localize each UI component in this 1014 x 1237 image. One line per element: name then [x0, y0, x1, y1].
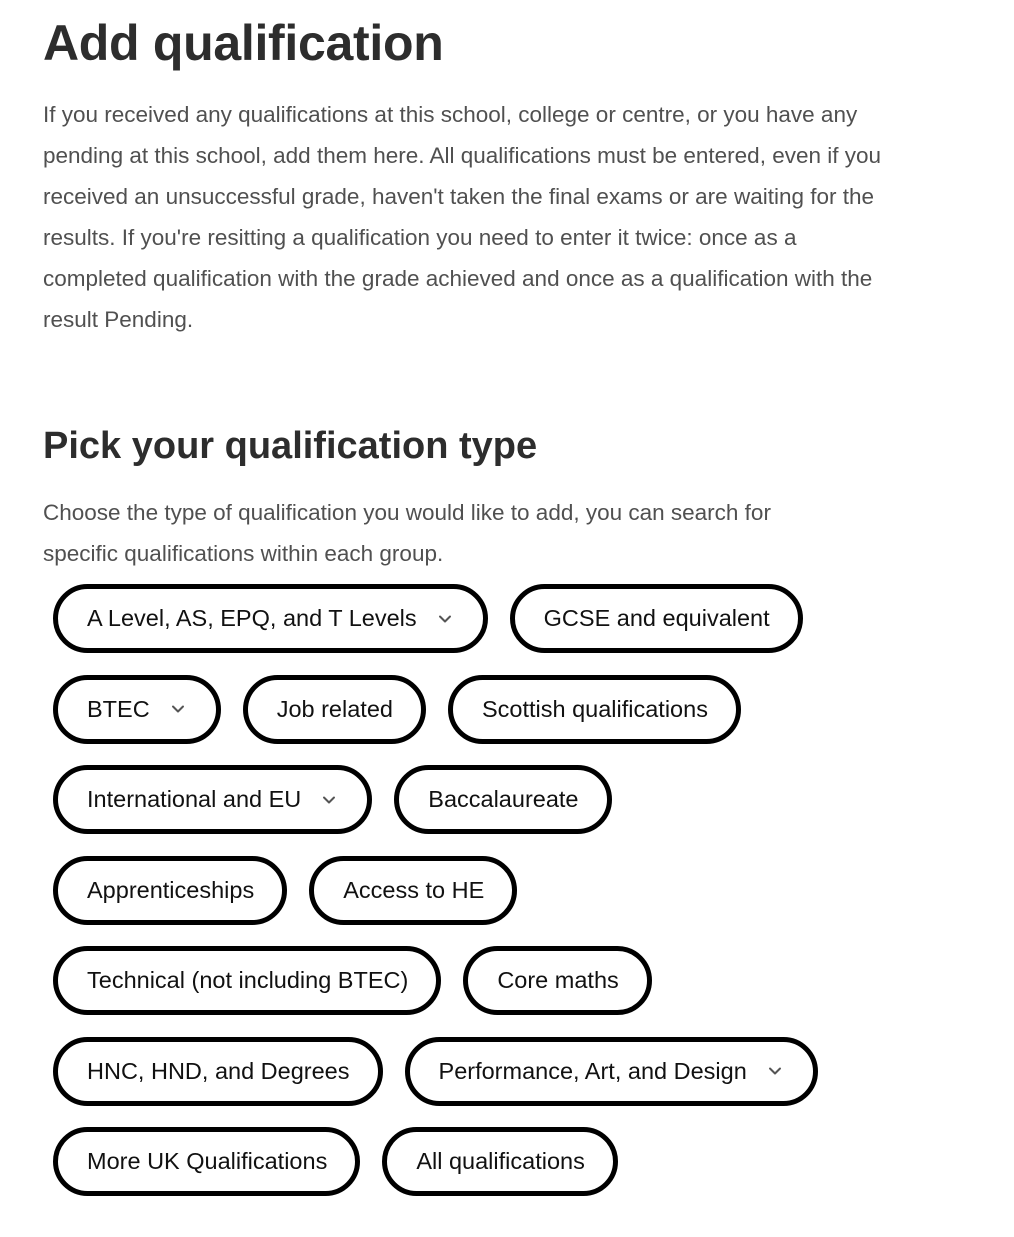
- chip-label: All qualifications: [416, 1148, 585, 1174]
- chip-label: GCSE and equivalent: [543, 605, 770, 631]
- chip-row: [53, 1127, 953, 1196]
- chip-label: Job related: [276, 695, 393, 722]
- page-title: Add qualification: [43, 15, 444, 71]
- chevron-down-icon: [435, 609, 455, 629]
- chip-more-uk-qualifications[interactable]: [53, 1127, 360, 1196]
- chip-all-qualifications[interactable]: [382, 1127, 618, 1196]
- chip-label: Core maths: [497, 967, 619, 993]
- chip-access-to-he[interactable]: [309, 856, 517, 925]
- chip-apprenticeships[interactable]: [53, 856, 287, 925]
- section-title: Pick your qualification type: [43, 425, 538, 467]
- chip-row: [53, 1037, 953, 1106]
- chip-label: A Level, AS, EPQ, and T Levels: [87, 605, 417, 631]
- chevron-down-icon: [319, 790, 339, 810]
- chip-row: [53, 584, 953, 653]
- chip-performance-art-design[interactable]: [405, 1037, 818, 1106]
- chevron-down-icon: [765, 1061, 785, 1081]
- chip-label: BTEC: [87, 695, 150, 722]
- chevron-down-icon: [168, 699, 188, 719]
- chip-label: HNC, HND, and Degrees: [87, 1057, 350, 1084]
- chip-international-and-eu[interactable]: [53, 765, 372, 834]
- chip-core-maths[interactable]: [463, 946, 651, 1015]
- chip-baccalaureate[interactable]: [394, 765, 611, 834]
- chip-technical[interactable]: [53, 946, 441, 1015]
- chip-label: Apprenticeships: [87, 876, 255, 903]
- chip-gcse-and-equivalent[interactable]: [510, 584, 803, 653]
- chip-label: Performance, Art, and Design: [438, 1057, 747, 1084]
- chip-label: Baccalaureate: [428, 786, 579, 812]
- chip-job-related[interactable]: [243, 675, 426, 744]
- chip-row: [53, 675, 953, 744]
- intro-text: If you received any qualifications at this school, college or centre, or you have any pending at this school, add them here. All qualifications must be entered, even if you received an unsuccessful grade, haven't taken the final exams or are waiting for the results. If you're resitting a qualification you need to enter it twice: once as a completed qualification with the grade achieved and once as a qualification with the result Pending.: [43, 102, 882, 332]
- chip-label: International and EU: [87, 786, 302, 812]
- chip-label: Scottish qualifications: [481, 695, 708, 722]
- chip-label: Technical (not including BTEC): [87, 967, 409, 993]
- chip-row: [53, 946, 953, 1015]
- chip-row: [53, 856, 953, 925]
- qualification-type-grid: [53, 584, 953, 1218]
- chip-hnc-hnd-degrees[interactable]: [53, 1037, 383, 1106]
- chip-label: Access to HE: [343, 876, 485, 903]
- section-description: Choose the type of qualification you would like to add, you can search for specific qualifications within each group.: [43, 500, 771, 566]
- chip-row: [53, 765, 953, 834]
- chip-a-level-as-epq-t-levels[interactable]: [53, 584, 488, 653]
- chip-label: More UK Qualifications: [87, 1148, 328, 1174]
- chip-btec[interactable]: [53, 675, 221, 744]
- chip-scottish-qualifications[interactable]: [448, 675, 741, 744]
